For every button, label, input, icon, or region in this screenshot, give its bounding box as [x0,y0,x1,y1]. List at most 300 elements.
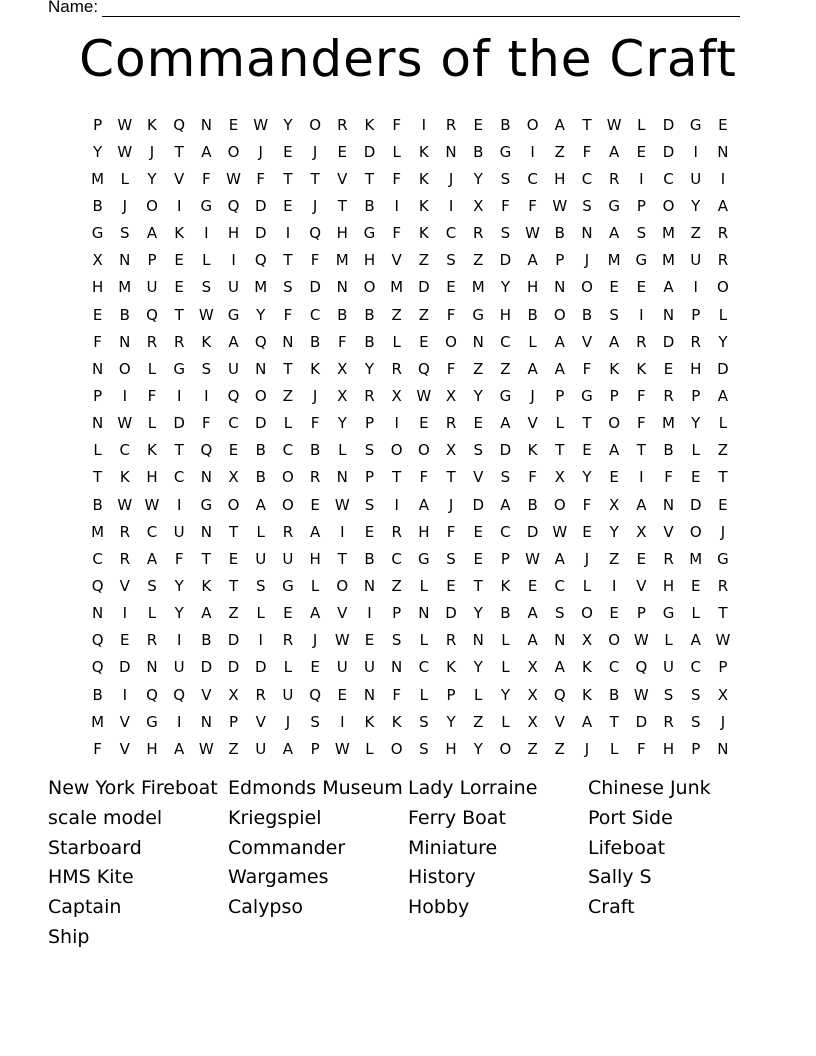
grid-letter: Z [554,739,565,758]
grid-letter: I [122,386,127,405]
grid-letter: A [309,604,321,623]
grid-letter: N [146,658,158,677]
grid-letter: Y [473,739,483,758]
grid-letter: T [364,169,375,188]
grid-letter: D [662,332,675,351]
grid-letter: V [119,576,130,595]
grid-letter: Z [418,305,429,324]
grid-letter: V [255,712,266,731]
grid-letter: I [122,685,127,704]
grid-letter: Y [473,169,483,188]
grid-letter: G [227,305,240,324]
grid-letter: K [364,115,375,134]
grid-letter: J [312,631,318,650]
grid-letter: W [198,739,214,758]
grid-letter: W [525,549,541,568]
grid-letter: E [473,522,483,541]
grid-letter: D [445,604,457,623]
grid-letter: M [91,169,105,188]
grid-letter: V [554,712,565,731]
grid-letter: K [147,115,157,134]
grid-letter: B [364,196,375,215]
grid-letter: V [473,468,484,487]
grid-letter: Z [473,359,484,378]
grid-letter: Z [554,142,565,161]
grid-letter: W [715,631,731,650]
grid-letter: O [417,441,430,460]
grid-letter: C [663,169,674,188]
grid-letter: E [636,142,647,161]
grid-letter: E [718,495,728,514]
grid-letter: G [499,142,512,161]
grid-letter: H [554,169,566,188]
grid-letter: Y [93,142,103,161]
grid-letter: B [119,305,130,324]
grid-letter: P [229,712,239,731]
grid-letter: C [173,468,185,487]
word-list-item: Craft [588,896,635,919]
grid-letter: D [717,359,729,378]
grid-letter: N [255,359,267,378]
grid-letter: E [228,441,239,460]
grid-letter: T [337,549,347,568]
grid-letter: F [392,685,401,704]
grid-letter: R [445,414,457,433]
grid-letter: L [609,739,619,758]
grid-letter: O [363,278,376,297]
grid-letter: O [553,305,566,324]
grid-letter: S [500,468,511,487]
grid-letter: T [283,359,293,378]
grid-letter: T [392,468,402,487]
grid-letter: A [609,441,620,460]
grid-letter: F [528,196,537,215]
grid-letter: E [582,441,592,460]
grid-letter: B [364,549,375,568]
grid-letter: Q [254,332,267,351]
grid-letter: Q [635,658,648,677]
grid-letter: Y [473,658,483,677]
grid-letter: R [663,549,674,568]
grid-letter: C [554,576,566,595]
grid-letter: C [391,549,402,568]
grid-letter: K [500,576,511,595]
grid-letter: F [446,359,456,378]
grid-letter: K [119,468,130,487]
grid-letter: R [173,332,185,351]
grid-letter: A [554,115,565,134]
grid-letter: L [256,604,265,623]
grid-letter: O [282,495,294,514]
grid-letter: L [419,631,429,650]
grid-letter: Q [91,631,104,650]
grid-letter: F [337,332,347,351]
grid-letter: R [445,631,457,650]
grid-letter: G [608,196,620,215]
grid-letter: E [636,549,647,568]
grid-letter: S [473,441,483,460]
grid-letter: A [717,196,729,215]
grid-letter: Z [500,359,511,378]
grid-letter: O [254,386,267,405]
name-label: Name: [48,0,99,16]
grid-letter: P [636,604,646,623]
grid-letter: D [526,522,539,541]
grid-letter: S [364,441,375,460]
grid-letter: D [635,712,648,731]
grid-letter: U [690,251,702,270]
grid-letter: A [146,549,158,568]
grid-letter: K [582,685,592,704]
grid-letter: X [337,359,348,378]
grid-letter: U [173,522,185,541]
grid-letter: P [500,549,510,568]
grid-letter: Y [500,685,510,704]
grid-letter: E [419,414,429,433]
grid-letter: I [231,251,236,270]
grid-letter: C [500,332,511,351]
grid-letter: W [334,495,350,514]
grid-letter: V [581,332,593,351]
grid-letter: O [499,739,512,758]
grid-letter: F [283,305,293,324]
grid-letter: C [119,441,131,460]
grid-letter: L [202,251,211,270]
grid-letter: Q [254,251,267,270]
grid-letter: K [636,359,647,378]
grid-letter: Q [309,685,321,704]
grid-letter: L [365,739,374,758]
grid-letter: X [717,685,729,704]
grid-letter: N [336,468,348,487]
grid-letter: A [527,359,538,378]
grid-letter: Z [391,305,402,324]
grid-letter: S [201,359,212,378]
grid-letter: N [91,359,104,378]
grid-letter: E [473,549,483,568]
word-list-item: Edmonds Museum [228,777,403,799]
grid-letter: M [118,278,132,297]
grid-letter: R [717,251,729,270]
grid-letter: F [637,386,646,405]
grid-letter: J [258,142,263,161]
grid-letter: S [609,305,619,324]
grid-letter: L [93,441,102,460]
grid-letter: Y [473,386,483,405]
grid-letter: F [147,386,157,405]
grid-letter: W [552,196,568,215]
grid-letter: M [689,549,703,568]
grid-letter: E [527,576,538,595]
grid-letter: T [609,712,619,731]
grid-letter: O [390,441,403,460]
grid-letter: J [122,196,127,215]
grid-letter: M [91,712,105,731]
grid-letter: I [176,386,182,405]
grid-letter: D [662,115,675,134]
grid-letter: G [499,386,512,405]
grid-letter: J [530,386,535,405]
grid-letter: T [283,169,293,188]
grid-letter: K [364,712,375,731]
grid-letter: T [310,169,320,188]
grid-letter: G [363,224,376,243]
grid-letter: I [394,495,399,514]
grid-letter: N [717,739,729,758]
page-title: Commanders of the Craft [79,30,737,88]
grid-letter: N [363,685,376,704]
grid-letter: E [609,604,619,623]
grid-letter: H [690,359,702,378]
grid-letter: J [584,251,590,270]
grid-letter: B [255,468,266,487]
grid-letter: S [255,576,266,595]
grid-letter: N [717,142,729,161]
grid-letter: E [446,576,456,595]
grid-letter: O [227,142,240,161]
grid-letter: N [581,224,593,243]
grid-letter: N [200,522,212,541]
grid-letter: I [639,468,644,487]
grid-letter: N [91,604,104,623]
grid-letter: Y [691,196,701,215]
grid-letter: I [693,142,698,161]
grid-letter: I [340,712,345,731]
grid-letter: F [582,359,592,378]
grid-letter: F [392,169,401,188]
grid-letter: E [609,278,619,297]
grid-letter: O [608,414,621,433]
grid-letter: T [582,414,592,433]
grid-letter: V [337,169,348,188]
grid-letter: L [283,658,293,677]
grid-letter: O [608,631,621,650]
grid-letter: A [527,604,538,623]
grid-letter: K [582,658,592,677]
grid-letter: K [446,658,456,677]
grid-letter: Q [91,576,104,595]
grid-letter: I [720,169,726,188]
grid-letter: D [662,142,675,161]
grid-letter: R [636,332,647,351]
grid-letter: M [91,522,105,541]
grid-letter: M [471,278,485,297]
grid-letter: E [283,604,293,623]
grid-letter: R [255,685,266,704]
grid-letter: I [693,278,698,297]
grid-letter: H [526,278,539,297]
grid-letter: D [499,251,512,270]
grid-letter: T [228,522,239,541]
grid-letter: D [499,441,512,460]
name-underline[interactable] [102,0,740,17]
grid-letter: F [446,522,456,541]
grid-letter: N [391,658,403,677]
grid-letter: N [336,278,348,297]
grid-letter: R [364,386,375,405]
grid-letter: P [691,739,701,758]
grid-letter: A [201,604,212,623]
grid-letter: B [609,685,620,704]
grid-letter: L [120,169,129,188]
grid-letter: G [200,495,213,514]
grid-letter: T [228,576,239,595]
grid-letter: I [285,224,291,243]
grid-letter: H [662,739,675,758]
grid-letter: J [584,549,590,568]
grid-letter: R [717,224,729,243]
grid-letter: G [146,712,158,731]
grid-letter: N [200,712,212,731]
grid-letter: L [501,631,510,650]
grid-letter: T [582,115,592,134]
grid-letter: H [227,224,240,243]
grid-letter: C [146,522,158,541]
grid-letter: X [445,386,457,405]
grid-letter: R [146,631,158,650]
grid-letter: P [609,386,619,405]
grid-letter: R [282,522,294,541]
grid-letter: I [176,712,182,731]
grid-letter: A [500,495,511,514]
grid-letter: U [146,278,158,297]
grid-letter: O [227,495,240,514]
grid-letter: S [283,278,293,297]
grid-letter: R [473,224,484,243]
grid-letter: W [606,115,622,134]
grid-letter: V [663,522,674,541]
grid-letter: L [664,631,673,650]
grid-letter: J [720,712,726,731]
grid-letter: Y [283,115,293,134]
grid-letter: Z [473,251,484,270]
grid-letter: O [390,739,403,758]
grid-letter: U [690,169,702,188]
grid-letter: D [363,142,376,161]
grid-letter: Z [418,251,429,270]
grid-letter: J [312,196,318,215]
grid-letter: E [446,278,456,297]
grid-letter: F [392,115,401,134]
grid-letter: T [446,468,456,487]
grid-letter: P [691,386,701,405]
grid-letter: I [611,576,617,595]
grid-letter: S [446,549,456,568]
grid-letter: S [500,224,511,243]
name-field [48,0,740,17]
grid-letter: L [392,142,401,161]
grid-letter: L [147,414,157,433]
grid-letter: P [93,115,103,134]
grid-letter: L [637,115,646,134]
grid-letter: Z [228,739,239,758]
grid-letter: O [118,359,131,378]
grid-letter: I [639,305,644,324]
grid-letter: B [255,441,266,460]
grid-letter: C [500,522,511,541]
grid-letter: W [144,495,160,514]
grid-letter: S [690,712,701,731]
grid-letter: F [446,305,456,324]
grid-letter: U [336,658,348,677]
grid-letter: E [582,522,592,541]
grid-letter: F [637,739,646,758]
grid-letter: K [201,332,212,351]
grid-letter: E [310,495,320,514]
grid-letter: A [174,739,185,758]
word-list-item: New York Fireboat [48,777,218,799]
grid-letter: R [119,522,130,541]
grid-letter: O [526,115,539,134]
grid-letter: E [174,278,184,297]
grid-letter: Z [609,549,620,568]
grid-letter: V [119,739,130,758]
grid-letter: A [309,522,321,541]
grid-letter: L [582,576,592,595]
grid-letter: T [473,576,483,595]
grid-letter: Q [200,441,213,460]
grid-letter: W [552,522,568,541]
grid-letter: X [636,522,647,541]
word-list-item: Commander [228,836,346,859]
grid-letter: K [201,576,212,595]
grid-letter: S [446,251,456,270]
grid-letter: T [174,142,184,161]
grid-letter: M [662,251,675,270]
grid-letter: E [690,576,701,595]
grid-letter: S [419,712,429,731]
grid-letter: A [527,251,538,270]
grid-letter: U [228,359,240,378]
grid-letter: F [392,224,401,243]
grid-letter: B [581,305,593,324]
grid-letter: A [609,224,620,243]
grid-letter: A [500,414,511,433]
grid-letter: D [254,414,267,433]
grid-letter: P [93,386,103,405]
grid-letter: I [122,604,127,623]
grid-letter: K [147,441,157,460]
grid-letter: M [662,414,675,433]
grid-letter: W [226,169,241,188]
grid-letter: K [174,224,185,243]
grid-letter: K [527,441,538,460]
grid-letter: W [633,685,649,704]
grid-letter: E [92,305,103,324]
word-list-item: Captain [48,896,122,919]
grid-letter: F [256,169,266,188]
grid-letter: B [663,441,674,460]
grid-letter: Z [690,224,701,243]
grid-letter: A [255,495,266,514]
grid-letter: C [309,305,321,324]
grid-letter: I [340,522,345,541]
grid-letter: S [364,495,375,514]
letter-grid [84,111,737,762]
word-list-item: Miniature [408,836,498,859]
word-list-item: Lady Lorraine [408,777,538,799]
grid-letter: T [718,604,728,623]
grid-letter: C [527,169,538,188]
grid-letter: S [201,278,212,297]
grid-letter: B [500,115,511,134]
grid-letter: E [120,631,130,650]
grid-letter: E [283,142,293,161]
grid-letter: G [282,576,294,595]
grid-letter: F [310,251,320,270]
grid-letter: R [146,332,158,351]
grid-letter: S [419,739,429,758]
